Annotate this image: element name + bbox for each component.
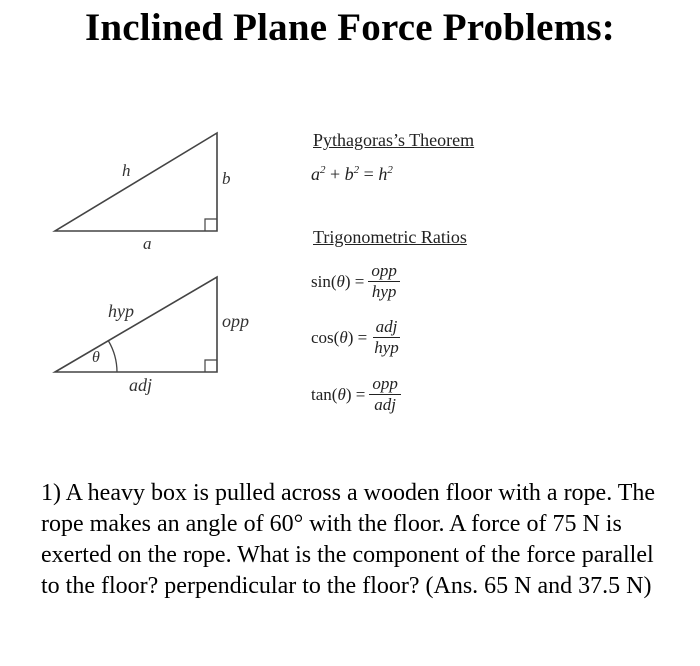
label-h: h: [122, 161, 131, 180]
tan-function: tan(θ) =: [311, 384, 366, 404]
page-title: Inclined Plane Force Problems:: [85, 6, 615, 49]
var-h: h: [378, 164, 388, 184]
plus-sign: +: [330, 164, 341, 184]
problem-1-text: 1) A heavy box is pulled across a wooden floor with a rope. The rope makes an angle of 60° with the floor. A force of 75 N is exerted on the rope. What is the component of the force parallel to the floor? perpendicular to the floor? (Ans. 65 N and 37.5 N): [41, 480, 656, 599]
right-angle-marker: [205, 360, 217, 372]
cos-formula: [311, 318, 402, 357]
label-opp: opp: [222, 311, 249, 331]
triangle-1: [55, 133, 231, 253]
cos-function: cos(θ) =: [311, 327, 368, 347]
var-b: b: [344, 164, 354, 184]
pythagoras-heading: Pythagoras’s Theorem: [313, 130, 475, 150]
tan-fn-name: tan: [311, 384, 332, 404]
cos-arg: θ: [339, 327, 348, 347]
sin-fn-name: sin: [311, 271, 331, 291]
sin-numerator: opp: [368, 262, 400, 282]
right-angle-marker: [205, 219, 217, 231]
cos-numerator: adj: [373, 318, 401, 338]
sin-arg: θ: [336, 271, 345, 291]
tan-fraction: [369, 375, 401, 414]
tan-arg: θ: [337, 384, 346, 404]
label-theta: θ: [92, 349, 100, 366]
cos-fraction: [371, 318, 402, 357]
label-hyp: hyp: [108, 301, 134, 321]
tan-numerator: opp: [369, 375, 401, 395]
cos-denominator: hyp: [374, 338, 399, 357]
label-b: b: [222, 169, 231, 188]
tan-formula: [311, 375, 401, 414]
label-adj: adj: [129, 375, 153, 395]
sin-fraction: [368, 262, 400, 301]
var-a: a: [311, 164, 320, 184]
exponent: 2: [353, 164, 360, 176]
trig-heading: Trigonometric Ratios: [313, 227, 467, 247]
cos-fn-name: cos: [311, 327, 334, 347]
sin-formula: [311, 262, 400, 301]
equals-sign: =: [363, 164, 374, 184]
triangle-1-shape: [55, 133, 217, 231]
angle-arc: [109, 341, 118, 372]
triangle-2-shape: [55, 277, 217, 372]
pythagoras-formula: [311, 164, 393, 185]
sin-function: sin(θ) =: [311, 271, 365, 291]
tan-denominator: adj: [374, 395, 396, 414]
sin-denominator: hyp: [371, 282, 397, 301]
exponent: 2: [387, 164, 393, 176]
exponent: 2: [320, 164, 326, 176]
label-a: a: [143, 234, 152, 253]
triangle-2: [55, 277, 249, 395]
